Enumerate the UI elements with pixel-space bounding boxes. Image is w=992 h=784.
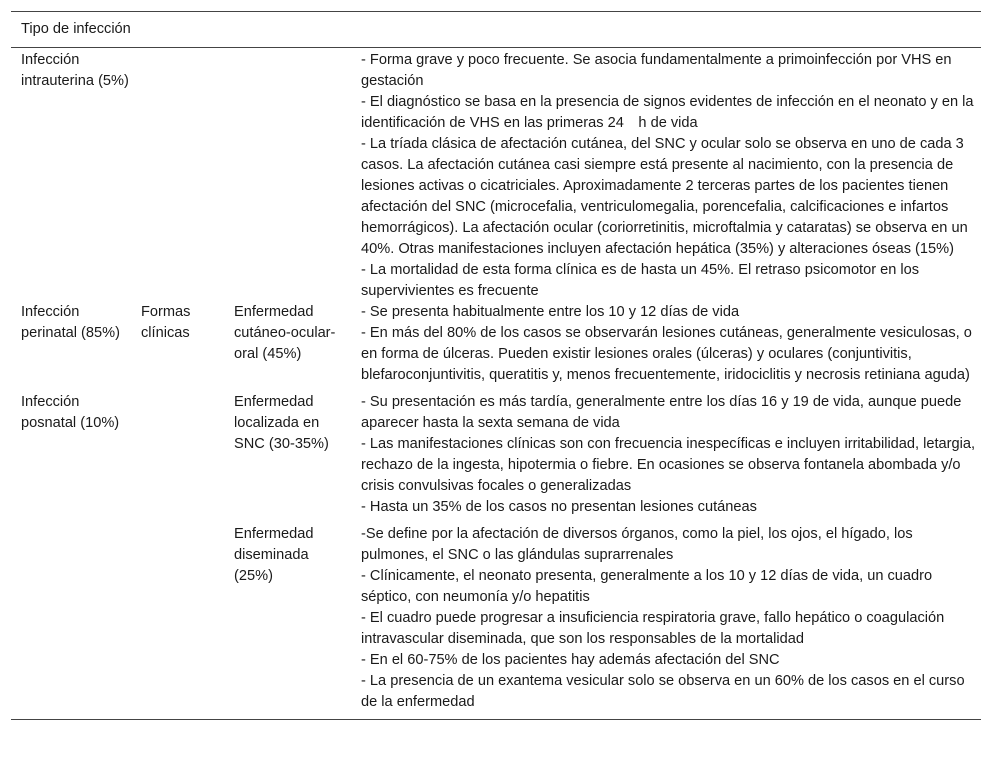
description-line: - En más del 80% de los casos se observarán lesiones cutáneas, generalmente vesiculosas, o en forma de úlceras. Pueden existir lesiones orales (úlceras) y oculares (conjuntivitis, blefaroconjuntivitis, queratitis y, menos frecuentemente, iridociclitis y necrosis retiniana aguda)	[361, 325, 972, 383]
description-line: - La mortalidad de esta forma clínica es de hasta un 45%. El retraso psicomotor en los supervivientes es frecuente	[361, 262, 920, 299]
cell-form: Enfermedad localizada en SNC (30-35%)	[234, 394, 329, 452]
table-row	[11, 302, 981, 386]
table-row	[11, 518, 981, 720]
cell-group	[131, 48, 224, 303]
description-line: - Clínicamente, el neonato presenta, generalmente a los 10 y 12 días de vida, un cuadro séptico, con neumonía y/o hepatitis	[361, 568, 933, 605]
table-header-row	[11, 12, 981, 48]
description-line: - La tríada clásica de afectación cutánea, del SNC y ocular solo se observa en uno de cada 3 casos. La afectación cutánea casi siempre está presente al nacimiento, con la presencia de lesiones activas o cicatriciales. Aproximadamente 2 terceras partes de los pacientes tienen afectación del SNC (microcefalia, ventriculomegalia, porencefalia, calcificaciones e infartos hemorrágicos). La afectación ocular (coriorretinitis, microftalmia y cataratas) se observa en un 40%. Otras manifestaciones incluyen afectación hepática (35%) y alteraciones óseas (15%)	[361, 136, 968, 257]
description-line: - El cuadro puede progresar a insuficiencia respiratoria grave, fallo hepático o coagulación intravascular diseminada, que son los responsables de la mortalidad	[361, 610, 945, 647]
description-line: - El diagnóstico se basa en la presencia de signos evidentes de infección en el neonato y en la identificación de VHS en las primeras 24 h de vida	[361, 94, 974, 131]
description-line: - Su presentación es más tardía, generalmente entre los días 16 y 19 de vida, aunque puede aparecer hasta la sexta semana de vida	[361, 394, 962, 431]
cell-description	[351, 518, 981, 720]
table-row	[11, 386, 981, 518]
header-col-2	[131, 12, 224, 48]
header-col-3	[224, 12, 351, 48]
description-line: -Se define por la afectación de diversos órganos, como la piel, los ojos, el hígado, los pulmones, el SNC o las glándulas suprarrenales	[361, 526, 913, 563]
cell-form: Enfermedad diseminada (25%)	[234, 526, 314, 584]
header-col-4	[351, 12, 981, 48]
header-infection-type: Tipo de infección	[21, 21, 131, 37]
description-line: - Las manifestaciones clínicas son con frecuencia inespecíficas e incluyen irritabilidad, letargia, rechazo de la ingesta, hipotermia o fiebre. En ocasiones se observa fontanela abombada y/o crisis convulsivas focales o generalizadas	[361, 436, 976, 494]
cell-form	[224, 48, 351, 303]
description-line: - En el 60-75% de los pacientes hay además afectación del SNC	[361, 652, 780, 668]
cell-infection-type: Infección intrauterina (5%)	[21, 52, 129, 89]
cell-group	[131, 386, 224, 518]
table-container	[11, 11, 981, 720]
cell-form: Enfermedad cutáneo-ocular-oral (45%)	[234, 304, 336, 362]
cell-group: Formas clínicas	[141, 304, 191, 341]
table-row	[11, 48, 981, 303]
cell-infection-type	[11, 518, 131, 720]
cell-group	[131, 518, 224, 720]
description-line: - Forma grave y poco frecuente. Se asocia fundamentalmente a primoinfección por VHS en gestación	[361, 52, 952, 89]
description-line: - Hasta un 35% de los casos no presentan lesiones cutáneas	[361, 499, 757, 515]
description-line: - Se presenta habitualmente entre los 10 y 12 días de vida	[361, 304, 740, 320]
cell-infection-type: Infección perinatal (85%)	[21, 304, 120, 341]
cell-infection-type: Infección posnatal (10%)	[21, 394, 120, 431]
cell-description	[351, 48, 981, 303]
infection-table	[11, 11, 981, 720]
cell-description	[351, 386, 981, 518]
description-line: - La presencia de un exantema vesicular solo se observa en un 60% de los casos en el curso de la enfermedad	[361, 673, 965, 710]
cell-description	[351, 302, 981, 386]
